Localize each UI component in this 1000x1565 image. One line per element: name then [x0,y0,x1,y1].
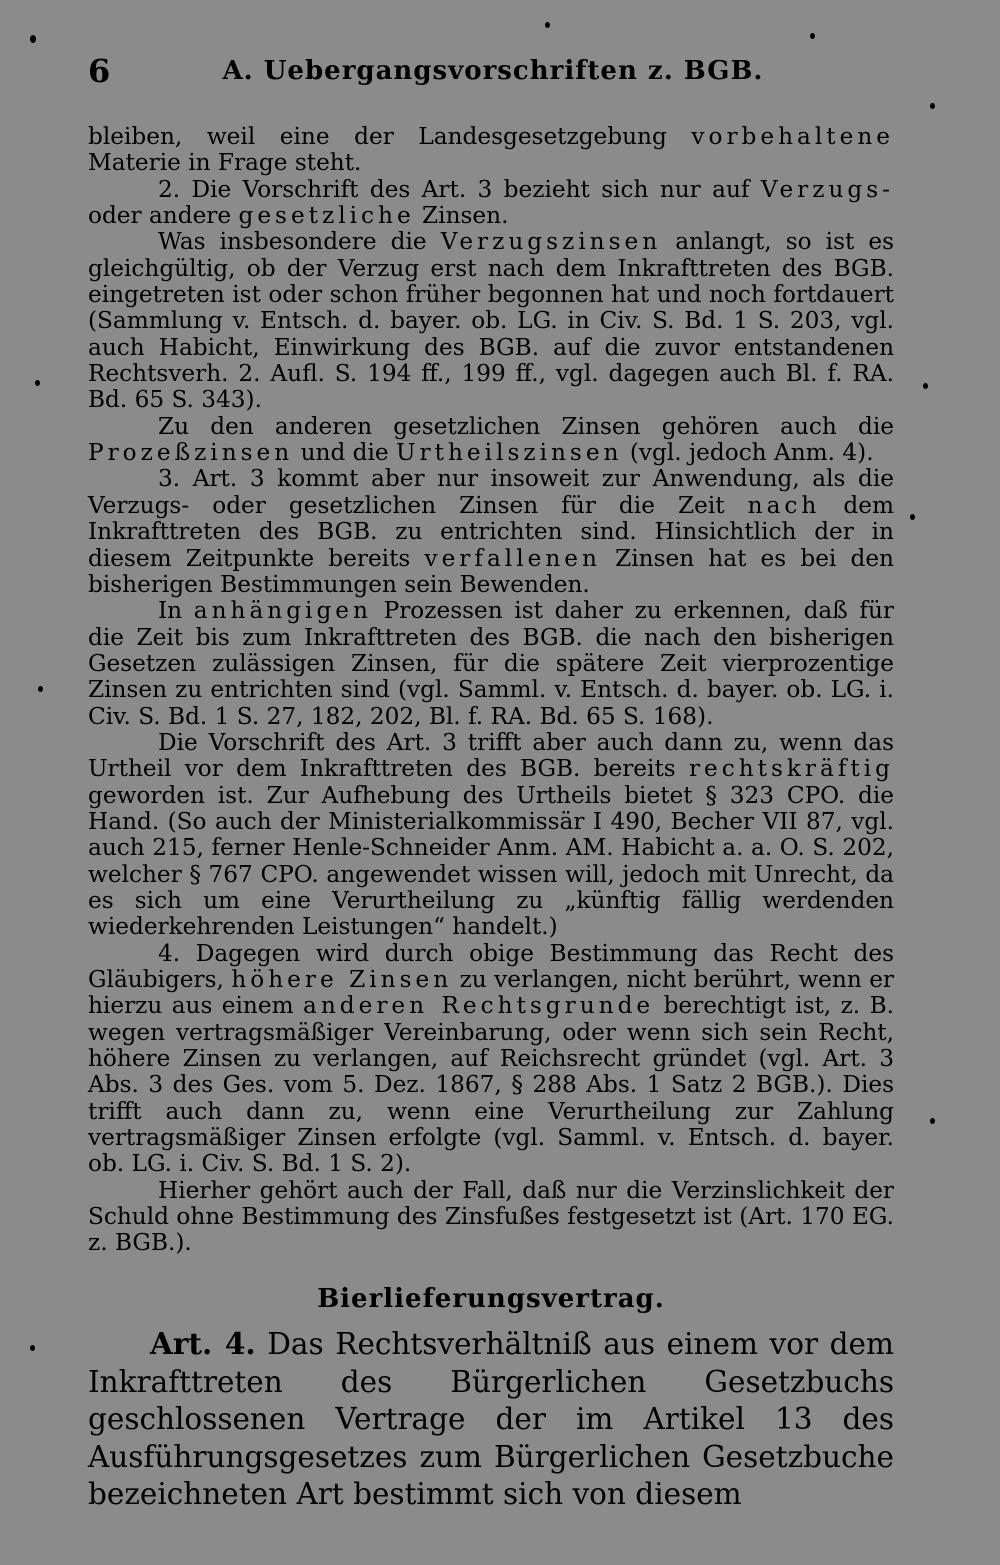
paragraph [88,598,894,730]
emphasized-text: Prozeßzinsen [88,439,294,467]
text-run: Zinsen hat es bei den bisherigen Bestimmungen sein Bewenden. [88,544,894,598]
paragraph [88,229,894,413]
text-run: (vgl. jedoch Anm. 4). [622,439,874,467]
emphasized-text: nach [747,491,821,519]
text-run: Zinsen. [414,202,509,230]
print-speck [910,514,915,520]
emphasized-text: rechtskräftig [688,755,894,783]
print-speck [38,686,43,692]
emphasized-text: verfallenen [424,544,601,572]
paragraph [88,1178,894,1257]
text-run: dem Inkrafttreten des BGB. zu entrichten sind. Hinsichtlich der in diesem Zeitpunkte bereits [88,491,894,572]
print-speck [923,383,928,389]
page-number: 6 [88,52,111,90]
print-speck [930,103,935,109]
emphasized-text: vorbehaltene [691,123,894,150]
paragraph [88,414,894,467]
article-paragraph [88,1325,894,1514]
text-run: berechtigt ist, z. B. wegen vertragsmäßiger Vereinbarung, oder wenn sich sein Recht, höhere Zinsen zu verlangen, auf Reichsrecht gründet (vgl. Art. 3 Abs. 3 des Ges. vom 5. Dez. 1867, § 288 Abs. 1 Satz 2 BGB.). Dies trifft auch dann zu, wenn eine Verurtheilung zur Zahlung vertragsmäßiger Zinsen erfolgte (vgl. Samml. v. Entsch. d. bayer. ob. LG. i. Civ. S. Bd. 1 S. 2). [88,992,894,1178]
text-run: Die Vorschrift des Art. 3 trifft aber auch dann zu, wenn das Urtheil vor dem Inkrafttreten des BGB. bereits [88,728,894,783]
paragraph [88,941,894,1178]
text-run: oder andere [88,202,239,230]
text-run: 3. Art. 3 kommt aber nur insoweit zur Anwendung, als die Verzugs- oder gesetzlichen Zinsen für die Zeit [88,465,894,519]
print-speck [810,33,815,39]
paragraph [88,177,894,230]
article-label: Art. 4. [150,1326,256,1361]
emphasized-text: gesetzliche [238,202,415,230]
print-speck [35,380,40,386]
emphasized-text: Urtheilszinsen [396,439,623,467]
text-run: und die [293,439,397,467]
text-run: Materie in Frage steht. [88,149,362,177]
text-run: bleiben, weil eine der Landesgesetzgebung [88,123,692,150]
text-run: In [158,597,194,625]
commentary-text [88,124,894,1257]
text-run: zu verlangen, nicht berührt, wenn er hierzu aus einem [88,966,894,1020]
article-4 [88,1325,894,1514]
text-run: Zu den anderen gesetzlichen Zinsen gehören auch die [158,412,894,440]
emphasized-text: Verzugs- [760,175,894,203]
section-heading: Bierlieferungsvertrag. [317,1284,665,1314]
running-head: A. Uebergangsvorschriften z. BGB. [222,56,764,86]
text-run: Hierher gehört auch der Fall, daß nur die Verzinslichkeit der Schuld ohne Bestimmung des Zinsfußes festgesetzt ist (Art. 170 EG. z. BGB.). [88,1176,894,1257]
print-speck [545,22,550,28]
emphasized-text: höhere Zinsen [231,966,453,993]
emphasized-text: anderen Rechtsgrunde [303,992,655,1020]
text-run: Was insbesondere die [158,228,441,256]
print-speck [930,1118,935,1124]
page-header [88,52,898,92]
paragraph [88,124,894,177]
text-run: 4. Dagegen wird durch obige Bestimmung das Recht des Gläubigers, [88,939,894,993]
text-run: 2. Die Vorschrift des Art. 3 bezieht sich nur auf [158,175,761,203]
text-run: anlangt, so ist es gleichgültig, ob der Verzug erst nach dem Inkrafttreten des BGB. eingetreten ist oder schon früher begonnen hat und noch fortdauert (Sammlung v. Entsch. d. bayer. ob. LG. in Civ. S. Bd. 1 S. 203, vgl. auch Habicht, Einwirkung des BGB. auf die zuvor entstandenen Rechtsverh. 2. Aufl. S. 194 ff., 199 ff., vgl. dagegen auch Bl. f. RA. Bd. 65 S. 343). [88,228,894,414]
paragraph [88,730,894,941]
text-run: Prozessen ist daher zu erkennen, daß für die Zeit bis zum Inkrafttreten des BGB. die nach den bisherigen Gesetzen zulässigen Zinsen, für die spätere Zeit vierprozentige Zinsen zu entrichten sind (vgl. Samml. v. Entsch. d. bayer. ob. LG. i. Civ. S. Bd. 1 S. 27, 182, 202, Bl. f. RA. Bd. 65 S. 168). [88,597,894,730]
emphasized-text: anhängigen [193,597,372,625]
print-speck [30,35,36,43]
paragraph [88,466,894,598]
print-speck [30,1345,35,1351]
emphasized-text: Verzugszinsen [440,228,662,256]
article-body: Das Rechtsverhältniß aus einem vor dem Inkrafttreten des Bürgerlichen Gesetzbuchs geschlossenen Vertrage der im Artikel 13 des Ausführungsgesetzes zum Bürgerlichen Gesetzbuche bezeichneten Art bestimmt sich von diesem [88,1327,894,1511]
text-run: geworden ist. Zur Aufhebung des Urtheils bietet § 323 CPO. die Hand. (So auch der Ministerialkommissär I 490, Becher VII 87, vgl. auch 215, ferner Henle-Schneider Anm. AM. Habicht a. a. O. S. 202, welcher § 767 CPO. angewendet wissen will, jedoch mit Unrecht, da es sich um eine Verurtheilung zu „künftig fällig werdenden wiederkehrenden Leistungen“ handelt.) [88,781,894,941]
